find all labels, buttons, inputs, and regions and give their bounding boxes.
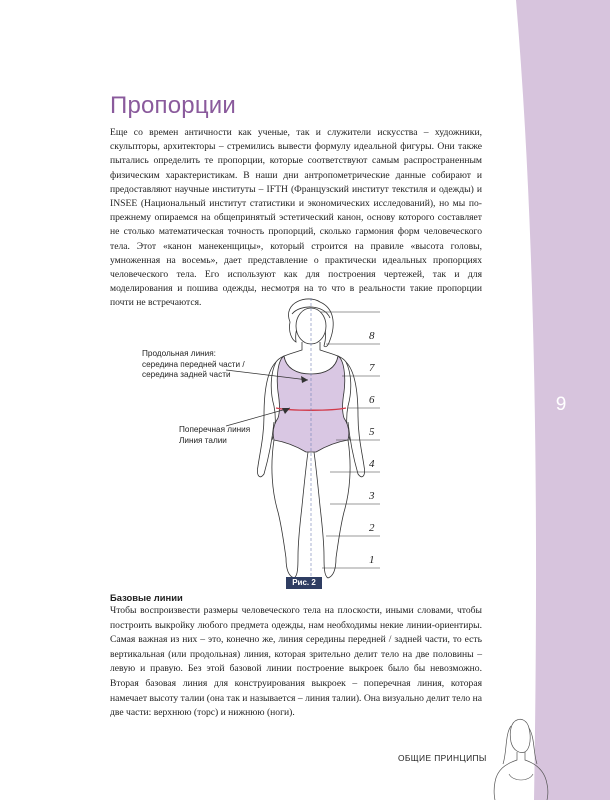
level-number-8: 8	[369, 330, 375, 342]
callout-vertical-line: Продольная линия: середина передней части / середина задней части	[142, 349, 245, 379]
section-title: Базовые линии	[110, 592, 183, 603]
figure-caption: Рис. 2	[286, 577, 322, 589]
decorative-woman-sketch	[487, 712, 553, 800]
callout-horizontal-line: Поперечная линия Линия талии	[179, 425, 251, 445]
level-number-6: 6	[369, 394, 375, 406]
footer-chapter-title: ОБЩИЕ ПРИНЦИПЫ	[398, 753, 487, 763]
level-number-3: 3	[369, 490, 375, 502]
figure-arm-right	[346, 362, 365, 477]
level-number-4: 4	[369, 458, 375, 470]
level-number-2: 2	[369, 522, 375, 534]
level-number-1: 1	[369, 554, 375, 566]
level-number-5: 5	[369, 426, 375, 438]
intro-paragraph: Еще со времен античности как ученые, так и служители искусства – художники, скульпторы, архитекторы – стремились вывести формулу идеальной фигуры. Они также пытались определить те пропорции, которые соответствуют самым распространенным физическим характеристикам. В наши дни антропометрические данные собирают и предоставляют научные институты – IFTH (Французский институт текстиля и одежды) и INSEE (Национальный институт статистики и экономических исследований), но мы по-прежнему опираемся на общепринятый эстетический канон, основу которого составляет не столько математическая точность пропорций, сколько гармония форм человеческого тела. Этот «канон манекенщицы», который строится на правиле «высота головы, умноженная на восемь», дает представление о практически идеальных пропорциях человеческого тела. Его используют как для построения чертежей, так и для моделирования и пошива одежды, несмотря на то что в реальности такие пропорции почти не встречаются.	[110, 127, 482, 309]
page-number: 9	[555, 394, 567, 415]
page-title: Пропорции	[110, 92, 236, 119]
section-paragraph: Чтобы воспроизвести размеры человеческого тела на плоскости, иными словами, чтобы построить выкройку любого предмета одежды, нам необходимы некие линии-ориентиры. Самая важная из них – это, конечно же, линия середины передней / задней части, то есть вертикальная (или продольная) линия, которая зрительно делит тело на две половины – левую и правую. Без этой базовой линии построение выкроек было бы невозможно. Вторая базовая линия для конструирования выкроек – поперечная линия, которая намечает высоту талии (она так и называется – линия талии). Она визуально делит тело на две части: верхнюю (торс) и нижнюю (ноги).	[110, 605, 482, 719]
level-number-7: 7	[369, 362, 375, 374]
